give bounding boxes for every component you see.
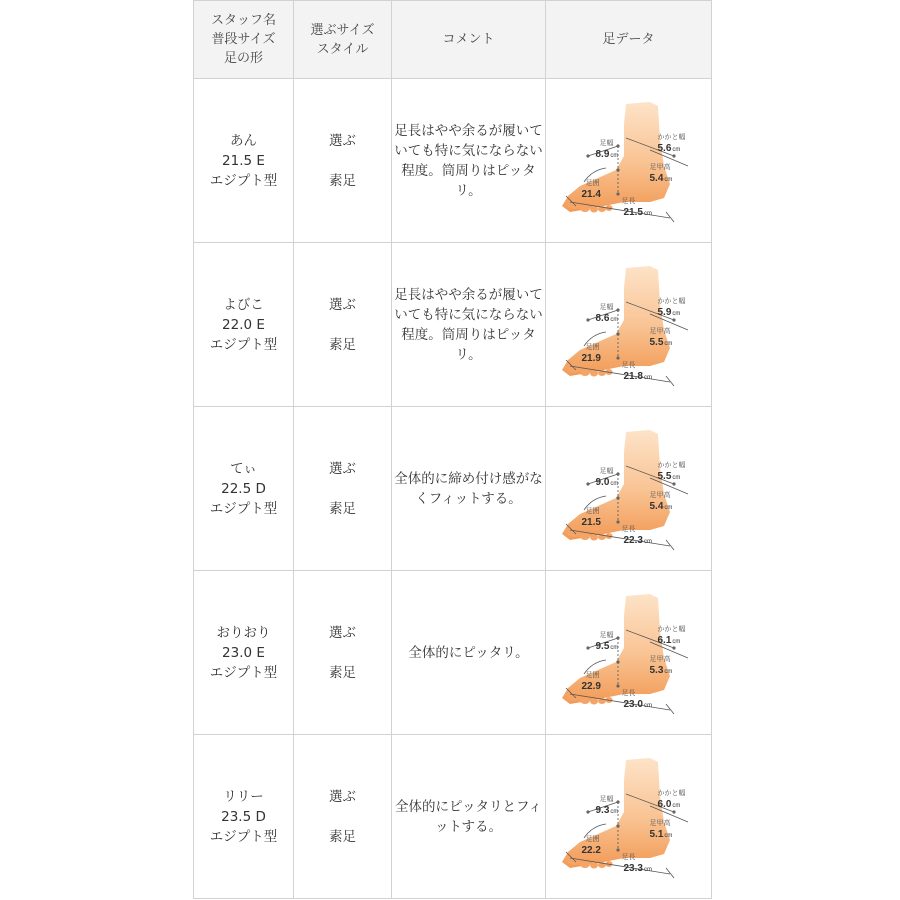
comment-cell: 全体的にピッタリ。 [392,571,546,735]
heel-width-label: かかと幅 [657,789,686,797]
foot-girth-value: 21.5 [581,516,601,528]
foot-girth-value: 21.9 [581,352,601,364]
fit-table [193,0,712,899]
chosen-size: 選ぶ [329,132,356,149]
foot-girth-label: 足囲 [585,671,600,679]
header-comment: コメント [392,1,546,79]
style-label: 素足 [329,336,356,353]
foot-shape: エジプト型 [209,336,278,353]
style-cell [294,407,392,571]
staff-cell [194,79,294,243]
instep-height-value: 5.1cm [649,828,673,840]
foot-width-value: 8.6cm [595,312,619,324]
foot-length-label: 足長 [621,853,636,861]
foot-width-label: 足幅 [599,795,614,803]
staff-name: おりおり [216,624,271,641]
foot-width-label: 足幅 [599,467,614,475]
table-row [194,735,712,899]
foot-length-label: 足長 [621,361,636,369]
style-label: 素足 [329,172,356,189]
table-row [194,79,712,243]
comment-cell: 全体的にピッタリとフィットする。 [392,735,546,899]
foot-girth-label: 足囲 [585,343,600,351]
foot-shape: エジプト型 [209,664,278,681]
foot-shape: エジプト型 [209,172,278,189]
chosen-size: 選ぶ [329,624,356,641]
table-row [194,407,712,571]
foot-diagram [554,96,704,226]
header-foot-data: 足データ [546,1,712,79]
instep-height-label: 足甲高 [649,819,671,827]
foot-length-value: 22.3cm [623,534,652,546]
heel-width-value: 5.5cm [657,470,681,482]
header-style: 選ぶサイズ スタイル [294,1,392,79]
staff-name: よびこ [223,296,264,313]
foot-length-value: 23.0cm [623,698,652,710]
foot-length-value: 21.5cm [623,206,652,218]
foot-diagram [554,424,704,554]
foot-length-label: 足長 [621,197,636,205]
foot-width-label: 足幅 [599,139,614,147]
instep-height-value: 5.3cm [649,664,673,676]
foot-girth-value: 22.2 [581,844,601,856]
foot-length-value: 21.8cm [623,370,652,382]
heel-width-value: 5.6cm [657,142,681,154]
foot-width-label: 足幅 [599,631,614,639]
chosen-size: 選ぶ [329,460,356,477]
foot-width-value: 8.9cm [595,148,619,160]
foot-girth-label: 足囲 [585,507,600,515]
foot-data-cell [546,571,712,735]
style-label: 素足 [329,500,356,517]
style-cell [294,243,392,407]
foot-diagram [554,588,704,718]
staff-cell [194,735,294,899]
usual-size: 21.5 E [222,152,265,169]
foot-girth-label: 足囲 [585,179,600,187]
table-row [194,243,712,407]
heel-width-label: かかと幅 [657,297,686,305]
heel-width-label: かかと幅 [657,461,686,469]
foot-diagram [554,752,704,882]
usual-size: 23.5 D [221,808,266,825]
foot-diagram [554,260,704,390]
staff-cell [194,407,294,571]
instep-height-label: 足甲高 [649,491,671,499]
usual-size: 22.5 D [221,480,266,497]
heel-width-label: かかと幅 [657,133,686,141]
foot-width-label: 足幅 [599,303,614,311]
style-cell [294,571,392,735]
comment-cell: 足長はやや余るが履いていても特に気にならない程度。筒周りはピッタリ。 [392,243,546,407]
header-row [194,1,712,79]
staff-name: てぃ [230,460,257,477]
instep-height-value: 5.5cm [649,336,673,348]
heel-width-label: かかと幅 [657,625,686,633]
foot-width-value: 9.0cm [595,476,619,488]
usual-size: 22.0 E [222,316,265,333]
comment-cell: 全体的に締め付け感がなくフィットする。 [392,407,546,571]
foot-data-cell [546,407,712,571]
style-label: 素足 [329,828,356,845]
foot-length-label: 足長 [621,689,636,697]
heel-width-value: 5.9cm [657,306,681,318]
table-row [194,571,712,735]
staff-cell [194,571,294,735]
header-staff: スタッフ名 普段サイズ 足の形 [194,1,294,79]
comment-cell: 足長はやや余るが履いていても特に気にならない程度。筒周りはピッタリ。 [392,79,546,243]
foot-girth-value: 21.4 [581,188,601,200]
foot-data-cell [546,735,712,899]
staff-cell [194,243,294,407]
foot-shape: エジプト型 [209,500,278,517]
foot-length-label: 足長 [621,525,636,533]
chosen-size: 選ぶ [329,296,356,313]
staff-name: あん [230,132,257,149]
foot-data-cell [546,243,712,407]
style-cell [294,735,392,899]
foot-width-value: 9.5cm [595,640,619,652]
instep-height-label: 足甲高 [649,655,671,663]
foot-shape: エジプト型 [209,828,278,845]
chosen-size: 選ぶ [329,788,356,805]
instep-height-value: 5.4cm [649,172,673,184]
instep-height-label: 足甲高 [649,163,671,171]
instep-height-value: 5.4cm [649,500,673,512]
staff-name: リリー [223,788,264,805]
foot-girth-label: 足囲 [585,835,600,843]
usual-size: 23.0 E [222,644,265,661]
heel-width-value: 6.0cm [657,798,681,810]
foot-length-value: 23.3cm [623,862,652,874]
foot-girth-value: 22.9 [581,680,601,692]
foot-data-cell [546,79,712,243]
heel-width-value: 6.1cm [657,634,681,646]
style-cell [294,79,392,243]
foot-width-value: 9.3cm [595,804,619,816]
style-label: 素足 [329,664,356,681]
instep-height-label: 足甲高 [649,327,671,335]
